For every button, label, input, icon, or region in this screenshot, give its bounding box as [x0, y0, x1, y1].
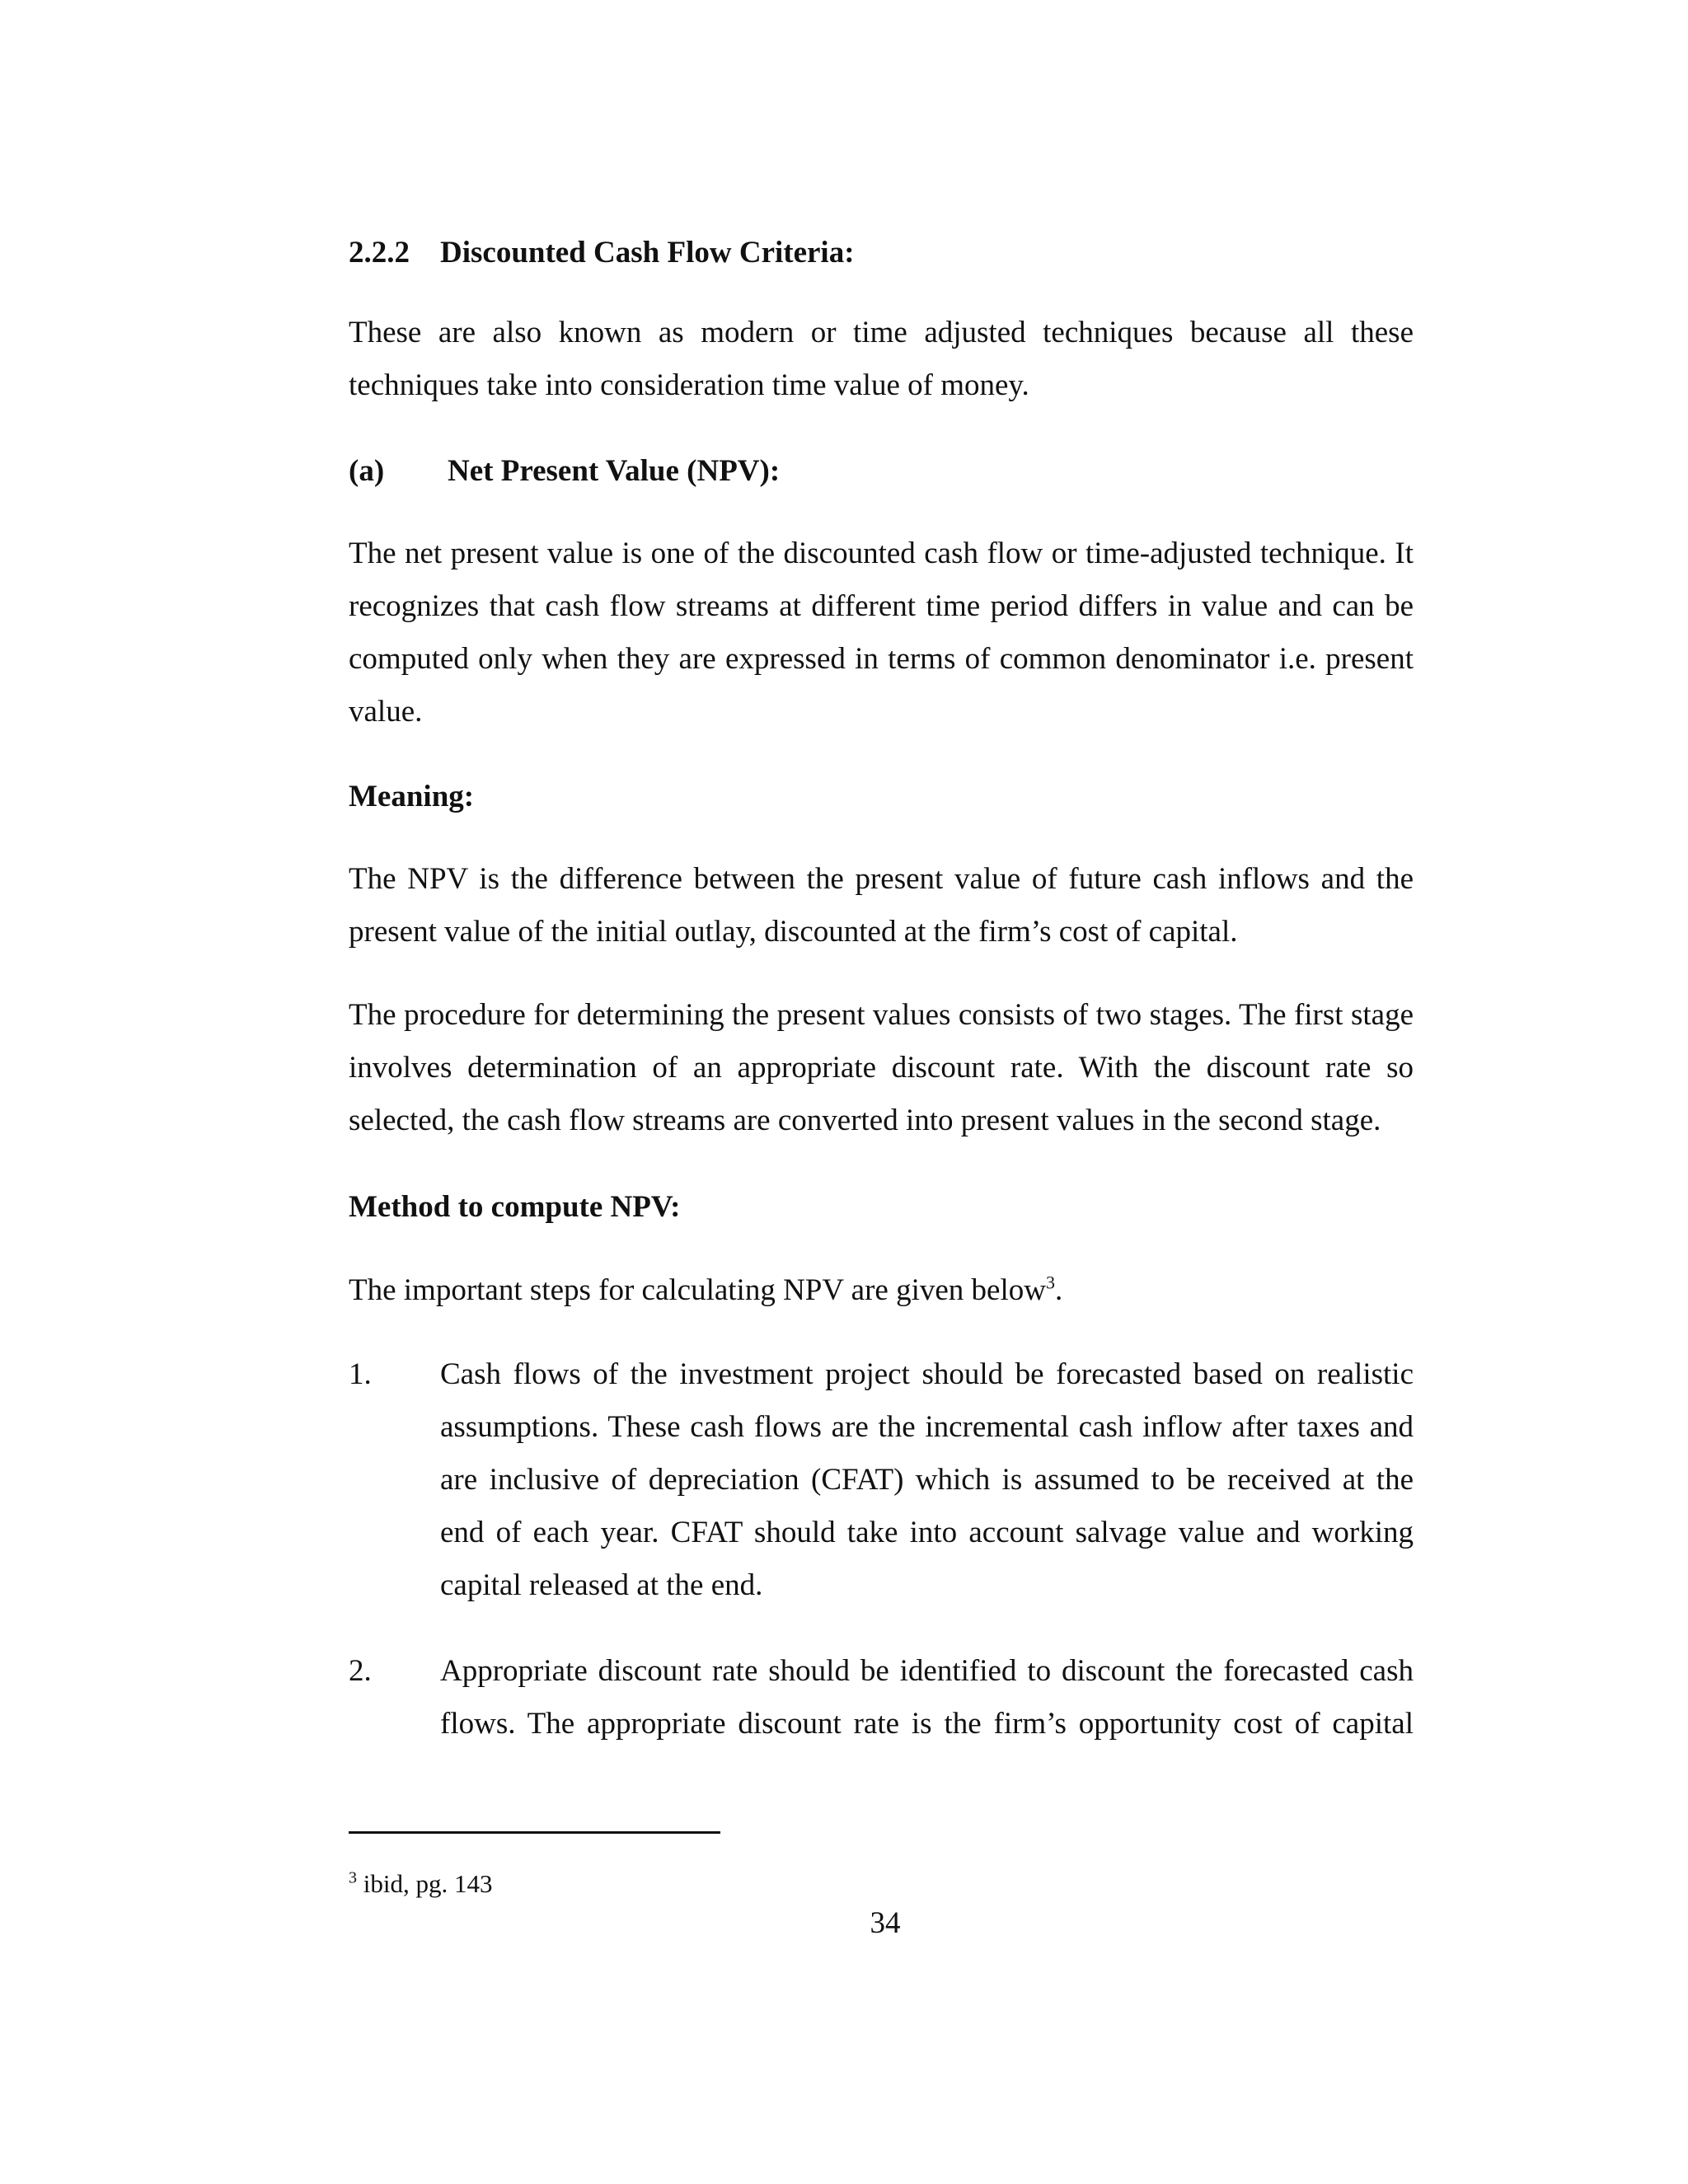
section-heading [349, 235, 1414, 271]
method-intro-text: The important steps for calculating NPV are given below [349, 1273, 1046, 1307]
npv-label: (a) [349, 454, 385, 488]
footnote-divider [349, 1831, 720, 1834]
footnote [349, 1868, 492, 1900]
list-item [349, 1348, 1414, 1612]
footnote-reference: 3 [1045, 1272, 1055, 1293]
list-item-text: Cash flows of the investment project should be forecasted based on realistic assumptions. These cash flows are the incremental cash inflow after taxes and are inclusive of depreciation (CFAT) which is assumed to be received at the end of each year. CFAT should take into account salvage value and working capital released at the end. [440, 1357, 1414, 1602]
meaning-heading: Meaning: [349, 780, 475, 813]
meaning-paragraph-1: The NPV is the difference between the present value of future cash inflows and the present value of the initial outlay, discounted at the firm’s cost of capital. [349, 862, 1414, 949]
list-item-number: 1. [349, 1357, 372, 1391]
footnote-number: 3 [349, 1868, 357, 1887]
method-heading: Method to compute NPV: [349, 1190, 681, 1224]
list-item-number: 2. [349, 1654, 372, 1688]
meaning-paragraph-2: The procedure for determining the present values consists of two stages. The first stage involves determination of an appropriate discount rate. With the discount rate so selected, the cash flow streams are converted into present values in the second stage. [349, 998, 1414, 1137]
footnote-text: ibid, pg. 143 [357, 1869, 493, 1898]
method-intro-paragraph [349, 1264, 1414, 1317]
npv-title: Net Present Value (NPV): [448, 454, 781, 488]
section-title: Discounted Cash Flow Criteria: [440, 236, 855, 269]
section-intro-paragraph: These are also known as modern or time adjusted techniques because all these techniques take into consideration time value of money. [349, 316, 1414, 402]
npv-heading [349, 453, 1414, 490]
list-item-text: Appropriate discount rate should be identified to discount the forecasted cash flows. The appropriate discount rate is the firm’s opportunity cost of capital [440, 1654, 1414, 1741]
method-intro-end: . [1054, 1273, 1063, 1307]
section-number: 2.2.2 [349, 236, 410, 269]
npv-paragraph: The net present value is one of the discounted cash flow or time-adjusted technique. It recognizes that cash flow streams at different time period differs in value and can be computed only when they are expressed in terms of common denominator i.e. present value. [349, 537, 1414, 729]
page-number: 34 [870, 1906, 901, 1940]
list-item [349, 1645, 1414, 1750]
